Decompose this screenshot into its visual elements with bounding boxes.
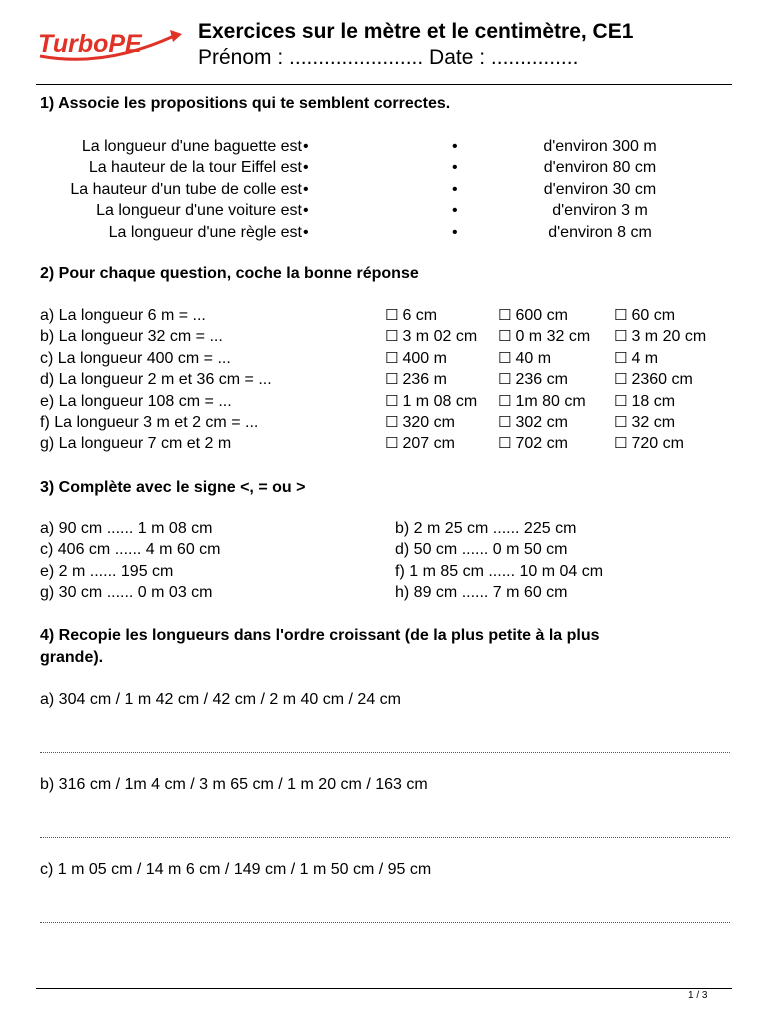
q1-left-item: La hauteur de la tour Eiffel est [88,159,302,177]
q2-option[interactable]: ☐ 236 m [385,370,447,389]
q4-title-line2: grande). [40,649,104,666]
q2-option[interactable]: ☐ 4 m [614,348,659,367]
q2-option[interactable]: ☐ 18 cm [614,391,676,410]
q1-right-bullets [452,136,458,243]
q2-option[interactable]: ☐ 720 cm [614,434,684,453]
logo-text: TurboPE [38,30,142,58]
q3-comparison[interactable]: g) 30 cm ...... 0 m 03 cm [40,584,213,602]
checkbox-icon[interactable]: ☐ [385,412,399,431]
q2-option[interactable]: ☐ 207 cm [385,434,455,453]
q2-option[interactable]: ☐ 400 m [385,348,447,367]
checkbox-icon[interactable]: ☐ [614,412,628,431]
q1-right-item: d'environ 30 cm [543,180,657,198]
checkbox-icon[interactable]: ☐ [498,370,512,389]
q1-left-item: La longueur d'une baguette est [81,138,302,155]
q2-question: e) La longueur 108 cm = ... [40,392,232,410]
q2-question: a) La longueur 6 m = ... [40,307,206,324]
match-bullet[interactable]: • [303,159,309,177]
q1-left-item: La longueur d'une voiture est [96,202,302,220]
match-bullet[interactable]: • [452,223,458,241]
q2-option[interactable]: ☐ 0 m 32 cm [498,327,591,346]
q2-option[interactable]: ☐ 32 cm [614,412,676,431]
q3-comparison[interactable]: b) 2 m 25 cm ...... 225 cm [395,520,577,537]
q1-right-item: d'environ 8 cm [548,223,652,241]
checkbox-icon[interactable]: ☐ [385,348,399,367]
match-bullet[interactable]: • [303,202,309,220]
q1-right-item: d'environ 300 m [543,138,657,155]
q2-option[interactable]: ☐ 2360 cm [614,370,693,389]
checkbox-icon[interactable]: ☐ [385,434,399,453]
match-bullet[interactable]: • [452,159,458,177]
q3-comparison[interactable]: e) 2 m ...... 195 cm [40,562,174,580]
q1-left-item: La hauteur d'un tube de colle est [70,180,302,198]
q2-title: 2) Pour chaque question, coche la bonne réponse [40,265,419,282]
match-bullet[interactable]: • [303,223,309,241]
q1-right-item: d'environ 3 m [552,202,648,220]
checkbox-icon[interactable]: ☐ [385,370,399,389]
q2-question: d) La longueur 2 m et 36 cm = ... [40,371,272,389]
q1-right-column [500,136,700,243]
page-number: 1 / 3 [688,990,708,1001]
turbope-logo [34,26,184,66]
q1-title: 1) Associe les propositions qui te semblent correctes. [40,95,451,112]
checkbox-icon[interactable]: ☐ [498,327,512,346]
q1-left-bullets [303,136,309,243]
q3-comparison[interactable]: c) 406 cm ...... 4 m 60 cm [40,541,221,559]
q2-option[interactable]: ☐ 320 cm [385,412,455,431]
q3-title: 3) Complète avec le signe <, = ou > [40,479,306,496]
q4-item: c) 1 m 05 cm / 14 m 6 cm / 149 cm / 1 m 50 cm / 95 cm [40,861,432,878]
match-bullet[interactable]: • [303,180,309,198]
checkbox-icon[interactable]: ☐ [498,348,512,367]
q2-question: b) La longueur 32 cm = ... [40,328,223,346]
q2-question: f) La longueur 3 m et 2 cm = ... [40,413,259,431]
match-bullet[interactable]: • [452,138,458,155]
footer-divider [36,988,732,989]
q1-left-column [36,136,302,243]
checkbox-icon[interactable]: ☐ [498,391,512,410]
match-bullet[interactable]: • [452,180,458,198]
checkbox-icon[interactable]: ☐ [498,434,512,453]
q4-title-line1: 4) Recopie les longueurs dans l'ordre croissant (de la plus petite à la plus [40,627,600,644]
q3-comparison[interactable]: f) 1 m 85 cm ...... 10 m 04 cm [395,562,604,580]
q4-item: b) 316 cm / 1m 4 cm / 3 m 65 cm / 1 m 20 cm / 163 cm [40,776,428,793]
q2-option[interactable]: ☐ 1 m 08 cm [385,391,478,410]
header-divider [36,84,732,85]
checkbox-icon[interactable]: ☐ [614,348,628,367]
checkbox-icon[interactable]: ☐ [614,370,628,389]
q3-comparison[interactable]: d) 50 cm ...... 0 m 50 cm [395,541,568,559]
q2-option[interactable]: ☐ 40 m [498,348,552,367]
page-title: Exercices sur le mètre et le centimètre, CE1 [198,20,634,43]
q2-question: g) La longueur 7 cm et 2 m [40,435,232,453]
q4-item: a) 304 cm / 1 m 42 cm / 42 cm / 2 m 40 cm / 24 cm [40,691,401,708]
checkbox-icon[interactable]: ☐ [385,327,399,346]
match-bullet[interactable]: • [452,202,458,220]
q2-option[interactable]: ☐ 702 cm [498,434,568,453]
q2-option[interactable]: ☐ 6 cm [385,306,438,324]
q2-option[interactable]: ☐ 3 m 20 cm [614,327,707,346]
q2-option[interactable]: ☐ 236 cm [498,370,568,389]
checkbox-icon[interactable]: ☐ [614,434,628,453]
checkbox-icon[interactable]: ☐ [385,391,399,410]
checkbox-icon[interactable]: ☐ [614,391,628,410]
q1-right-item: d'environ 80 cm [543,159,657,177]
answer-line[interactable] [40,922,730,923]
answer-line[interactable] [40,837,730,838]
q3-comparison[interactable]: h) 89 cm ...... 7 m 60 cm [395,584,568,602]
q2-option[interactable]: ☐ 302 cm [498,412,568,431]
checkbox-icon[interactable]: ☐ [498,306,512,324]
answer-line[interactable] [40,752,730,753]
q3-comparison[interactable]: a) 90 cm ...... 1 m 08 cm [40,520,213,537]
q1-left-item: La longueur d'une règle est [108,223,302,241]
match-bullet[interactable]: • [303,138,309,155]
q2-option[interactable]: ☐ 1m 80 cm [498,391,586,410]
q2-option[interactable]: ☐ 60 cm [614,306,676,324]
checkbox-icon[interactable]: ☐ [498,412,512,431]
name-date-line: Prénom : ....................... Date : ............... [198,46,579,69]
checkbox-icon[interactable]: ☐ [385,306,399,324]
checkbox-icon[interactable]: ☐ [614,306,628,324]
q2-question: c) La longueur 400 cm = ... [40,349,231,367]
q2-option[interactable]: ☐ 600 cm [498,306,568,324]
checkbox-icon[interactable]: ☐ [614,327,628,346]
q2-option[interactable]: ☐ 3 m 02 cm [385,327,478,346]
logo-graphic [34,26,184,66]
